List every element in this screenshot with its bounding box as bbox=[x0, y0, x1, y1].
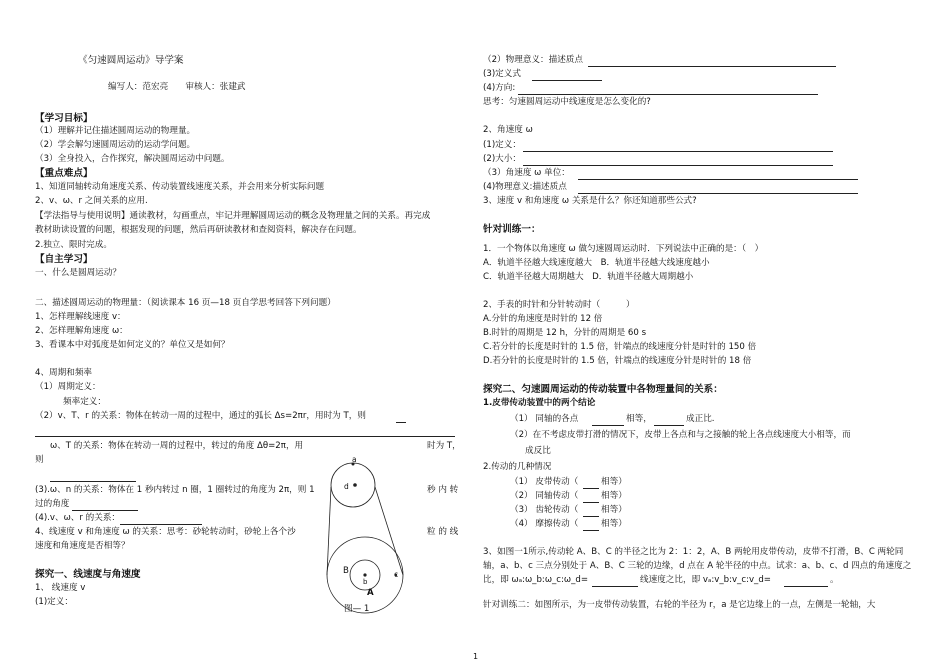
list-item: （2） 同轴传动（ bbox=[510, 491, 579, 501]
drill-heading: 针对训练二：如图所示，为一皮带传动装置，右轮的半径为 r，a 是它边缘上的一点，左侧是一轮轴，大 bbox=[483, 600, 876, 610]
question: 二、描述圆周运动的物理量：（阅读课本 16 页—18 页自学思考回答下列问题） bbox=[35, 298, 336, 308]
question: （1）周期定义： bbox=[35, 382, 101, 392]
blank-line bbox=[72, 501, 138, 511]
blank-line bbox=[578, 184, 858, 194]
guide-line: 【学法指导与使用说明】通读教材，勾画重点，牢记并理解圆周运动的概念及物理量之间的关系。再完成 bbox=[35, 211, 431, 221]
belt-right bbox=[375, 487, 403, 575]
list-item: 相等） bbox=[601, 491, 627, 501]
page-number: 1 bbox=[473, 652, 479, 661]
blank-line bbox=[654, 416, 684, 426]
self-study-heading: 【自主学习】 bbox=[35, 254, 93, 265]
problem-text: 线速度之比，即 vₐ:v_b:v_c:v_d= bbox=[640, 575, 772, 585]
question: 速度和角速度是否相等？ bbox=[35, 541, 130, 551]
question: （2）在不考虑皮带打滑的情况下，皮带上各点和与之接触的轮上各点线速度大小相等，而 bbox=[510, 430, 851, 440]
goals-heading: 【学习目标】 bbox=[35, 113, 93, 124]
question: 1、 线速度 v bbox=[35, 583, 86, 593]
point-center bbox=[353, 483, 357, 487]
blank-line bbox=[784, 577, 828, 587]
question: (1)定义： bbox=[35, 597, 73, 607]
goal-item: （2）学会解匀速圆周运动的运动学问题。 bbox=[35, 140, 196, 150]
guide-line: 教材助读设置的问题，根据发现的问题，然后再研读教材和查阅资料，解决存在问题。 bbox=[35, 225, 362, 235]
explore-heading: 探究二、匀速圆周运动的传动装置中各物理量间的关系： bbox=[483, 384, 723, 395]
question: (4)方向: bbox=[483, 83, 516, 93]
question: 频率定义： bbox=[63, 397, 106, 407]
blank-line bbox=[518, 85, 818, 95]
question: 时为 T， bbox=[427, 441, 461, 451]
fig-label: d bbox=[344, 482, 349, 491]
question: 1、怎样理解线速度 v： bbox=[35, 312, 126, 322]
question: 2、手表的时针和分针转动时（ ） bbox=[483, 300, 635, 310]
blank-line bbox=[588, 57, 836, 67]
blank-line bbox=[578, 170, 858, 180]
question: 2、角速度 ω bbox=[483, 125, 533, 135]
option: A．轨道半径越大线速度越大 B．轨道半径越大线速度越小 bbox=[483, 258, 710, 268]
question: (4)物理意义:描述质点 bbox=[483, 182, 567, 192]
fig-label: c bbox=[394, 570, 399, 579]
question: (3).ω、n 的关系：物体在 1 秒内转过 n 圈，1 圈转过的角度为 2π，则 1 bbox=[35, 485, 315, 495]
list-item: 相等） bbox=[601, 519, 627, 529]
figure-caption: 图— 1 bbox=[344, 604, 370, 614]
blank-line bbox=[583, 479, 599, 489]
blank-line bbox=[35, 427, 455, 437]
question: 4、线速度 v 和角速度 ω 的关系：思考：砂轮转动时，砂轮上各个沙 bbox=[35, 527, 296, 537]
question: 成正比. bbox=[686, 414, 715, 424]
blank-line bbox=[120, 515, 202, 525]
question: (1)定义： bbox=[483, 140, 521, 150]
blank-line bbox=[583, 507, 599, 517]
question: （1） 同轴的各点 bbox=[510, 414, 579, 424]
question: （3）角速度 ω 单位： bbox=[483, 168, 570, 178]
problem-text: 。 bbox=[830, 575, 839, 585]
option: A.分针的角速度是时针的 12 倍 bbox=[483, 314, 603, 324]
blank-line bbox=[592, 416, 624, 426]
goal-item: （3）全身投入，合作探究，解决圆周运动中问题。 bbox=[35, 154, 230, 164]
goal-item: （1）理解并记住描述圆周运动的物理量。 bbox=[35, 126, 196, 136]
question: 思考：匀速圆周运动中线速度是怎么变化的? bbox=[483, 97, 651, 107]
question: ω、T 的关系：物体在转动一周的过程中，转过的角度 Δθ=2π，用 bbox=[50, 441, 304, 451]
small-wheel bbox=[331, 463, 375, 507]
question: 3、速度 v 和角速度 ω 关系是什么？你还知道那些公式? bbox=[483, 196, 697, 206]
option: D.若分针的长度是时针的 1.5 倍，针端点的线速度分针是时针的 18 倍 bbox=[483, 356, 752, 366]
blank-line bbox=[523, 142, 833, 152]
blank-line bbox=[396, 413, 406, 423]
option: C．轨道半径越大周期越大 D．轨道半径越大周期越小 bbox=[483, 272, 694, 282]
blank-line bbox=[583, 493, 599, 503]
fig-label: b bbox=[363, 578, 368, 586]
blank-line bbox=[583, 521, 599, 531]
drill-heading: 针对训练一： bbox=[483, 224, 541, 235]
list-item: （3） 齿轮传动（ bbox=[510, 505, 579, 515]
blank-line bbox=[532, 71, 602, 81]
question: 4、周期和频率 bbox=[35, 368, 93, 378]
sub-heading: 1.皮带传动装置中的两个结论 bbox=[483, 398, 596, 408]
question: 过的角度 bbox=[35, 499, 70, 509]
doc-title: 《匀速圆周运动》导学案 bbox=[78, 55, 184, 66]
blank-line bbox=[592, 577, 638, 587]
authors: 编写人：范宏亮 审核人：张建武 bbox=[108, 82, 246, 92]
key-heading: 【重点难点】 bbox=[35, 168, 93, 179]
guide-line: 2.独立、限时完成。 bbox=[35, 240, 112, 250]
list-item: （1） 皮带传动（ bbox=[510, 477, 579, 487]
option: C.若分针的长度是时针的 1.5 倍，针端点的线速度分针是时针的 150 倍 bbox=[483, 342, 757, 352]
fig-label: a bbox=[352, 455, 357, 464]
question: （2）v、T、r 的关系：物体在转动一周的过程中，通过的弧长 Δs=2πr，用时为 T，则 bbox=[35, 411, 366, 421]
option: B.时针的周期是 12 h，分针的周期是 60 s bbox=[483, 328, 647, 338]
list-item: （4） 摩擦传动（ bbox=[510, 519, 579, 529]
question: （2）物理意义：描述质点 bbox=[483, 55, 583, 65]
question: 2、怎样理解角速度 ω： bbox=[35, 326, 128, 336]
question: 相等， bbox=[626, 414, 652, 424]
question: 秒 内 转 bbox=[427, 485, 459, 495]
problem-text: 轴，a、b、c 三点分别处于 A、B、C 三轮的边缘，d 点在 A 轮半径的中点。试求：a、b、c、d 四点的角速度之 bbox=[483, 561, 912, 571]
question: (2)大小： bbox=[483, 154, 521, 164]
problem-text: 3、如图一1所示,传动轮 A、B、C 的半径之比为 2：1：2，A、B 两轮用皮带传动，皮带不打滑，B、C 两轮同 bbox=[483, 547, 904, 557]
problem-text: 比，即 ωₐ:ω_b:ω_c:ω_d= bbox=[483, 575, 589, 585]
sub-heading: 2.传动的几种情况 bbox=[483, 462, 552, 472]
question: (3)定义式 bbox=[483, 69, 521, 79]
fig-label: A bbox=[367, 588, 374, 598]
question: 1．一个物体以角速度 ω 做匀速圆周运动时．下列说法中正确的是：（ ） bbox=[483, 244, 764, 254]
list-item: 相等） bbox=[601, 505, 627, 515]
question: 3、看课本中对弧度是如何定义的？单位又是如何？ bbox=[35, 340, 230, 350]
question: 则 bbox=[35, 455, 44, 465]
blank-line bbox=[523, 156, 833, 166]
fig-label: B bbox=[343, 566, 349, 576]
figure-belt-drive bbox=[315, 450, 410, 620]
question: 成反比 bbox=[525, 446, 551, 456]
blank-line bbox=[50, 472, 136, 482]
explore-heading: 探究一、线速度与角速度 bbox=[35, 569, 141, 580]
question: (4).v、ω、r 的关系： bbox=[35, 513, 121, 523]
question: 粒 的 线 bbox=[427, 527, 459, 537]
list-item: 相等） bbox=[601, 477, 627, 487]
key-item: 2、v、ω、r 之间关系的应用. bbox=[35, 196, 148, 206]
question: 一、什么是圆周运动？ bbox=[35, 268, 121, 278]
key-item: 1、知道同轴转动角速度关系、传动装置线速度关系，并会用来分析实际问题 bbox=[35, 182, 325, 192]
